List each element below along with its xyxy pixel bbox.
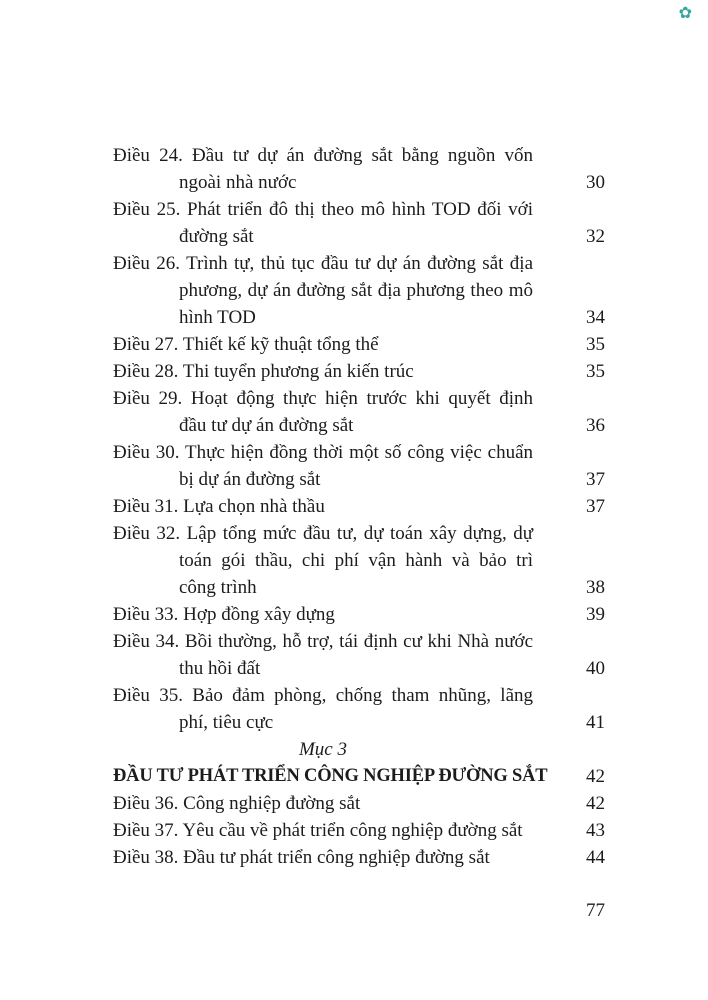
toc-entry bbox=[113, 385, 605, 439]
toc-section-heading: ĐẦU TƯ PHÁT TRIỂN CÔNG NGHIỆP ĐƯỜNG SẮT bbox=[113, 766, 548, 786]
toc-entry bbox=[113, 628, 605, 682]
toc-entry-page-number: 42 bbox=[586, 793, 605, 814]
toc-entry-line: Điều 30. Thực hiện đồng thời một số công việc chuẩn bbox=[113, 442, 533, 463]
toc-entry-text bbox=[113, 331, 533, 358]
toc-entry-text bbox=[113, 385, 533, 439]
toc-entry-line: Điều 37. Yêu cầu về phát triển công nghiệp đường sắt bbox=[113, 820, 523, 841]
toc-entry bbox=[113, 250, 605, 331]
toc-entry bbox=[113, 358, 605, 385]
toc-entry bbox=[113, 601, 605, 628]
toc-entry-text bbox=[113, 142, 533, 196]
toc-entry-page-number: 37 bbox=[586, 496, 605, 517]
toc-entry-line: Điều 31. Lựa chọn nhà thầu bbox=[113, 496, 325, 517]
flower-ornament-icon: ✿ bbox=[678, 5, 692, 22]
toc-entry-line: Điều 36. Công nghiệp đường sắt bbox=[113, 793, 361, 814]
toc-entry-line: Điều 35. Bảo đảm phòng, chống tham nhũng, lãng bbox=[113, 685, 533, 706]
toc-entry-page-number: 30 bbox=[586, 172, 605, 193]
toc-section-label-row bbox=[113, 736, 605, 763]
toc-entry-line: đầu tư dự án đường sắt bbox=[179, 415, 354, 436]
toc-entry-text bbox=[113, 682, 533, 736]
toc-entry-line: bị dự án đường sắt bbox=[179, 469, 321, 490]
toc-entry-line: ngoài nhà nước bbox=[179, 172, 297, 193]
toc-entry-page-number: 35 bbox=[586, 361, 605, 382]
toc-entry-page-number: 35 bbox=[586, 334, 605, 355]
section-label: Mục 3 bbox=[298, 739, 347, 760]
toc-section-heading-row bbox=[113, 763, 605, 790]
toc-entry bbox=[113, 439, 605, 493]
toc-entry-page-number: 40 bbox=[586, 658, 605, 679]
toc-entry-page-number: 39 bbox=[586, 604, 605, 625]
toc-entry-line: Điều 27. Thiết kế kỹ thuật tổng thể bbox=[113, 334, 379, 355]
toc-entry-text bbox=[113, 628, 533, 682]
toc-entry-page-number: 32 bbox=[586, 226, 605, 247]
toc-entry-line: thu hồi đất bbox=[179, 658, 261, 679]
toc-entry bbox=[113, 844, 605, 871]
toc-entry-text bbox=[113, 601, 533, 628]
toc-entry-text bbox=[113, 790, 533, 817]
toc-entry-line: Điều 32. Lập tổng mức đầu tư, dự toán xây dựng, dự bbox=[113, 523, 533, 544]
toc-entry bbox=[113, 682, 605, 736]
toc-section-heading-text bbox=[113, 763, 548, 790]
toc-entry-page-number: 34 bbox=[586, 307, 605, 328]
toc-entry-line: Điều 26. Trình tự, thủ tục đầu tư dự án đường sắt địa bbox=[113, 253, 533, 274]
toc-entry-line: đường sắt bbox=[179, 226, 254, 247]
toc-entry-line: hình TOD bbox=[179, 307, 256, 328]
toc-entry-text bbox=[113, 817, 533, 844]
toc-entry-line: Điều 25. Phát triển đô thị theo mô hình TOD đối với bbox=[113, 199, 533, 220]
toc-entry-line: phương, dự án đường sắt địa phương theo mô bbox=[179, 280, 533, 301]
toc-entry-text bbox=[113, 493, 533, 520]
toc-entry-page-number: 38 bbox=[586, 577, 605, 598]
toc-entry-line: Điều 38. Đầu tư phát triển công nghiệp đường sắt bbox=[113, 847, 490, 868]
toc-entry-page-number: 44 bbox=[586, 847, 605, 868]
toc-entry bbox=[113, 520, 605, 601]
toc-entry-page-number: 42 bbox=[586, 766, 605, 787]
toc-entry-page-number: 43 bbox=[586, 820, 605, 841]
toc-entry-text bbox=[113, 520, 533, 601]
toc-entry-text bbox=[113, 439, 533, 493]
toc-entry-page-number: 36 bbox=[586, 415, 605, 436]
toc-entry bbox=[113, 142, 605, 196]
toc-entry-line: Điều 28. Thi tuyển phương án kiến trúc bbox=[113, 361, 414, 382]
toc-entry bbox=[113, 493, 605, 520]
toc-entry bbox=[113, 790, 605, 817]
toc-entry-line: Điều 33. Hợp đồng xây dựng bbox=[113, 604, 335, 625]
table-of-contents bbox=[113, 142, 605, 871]
toc-entry-line: Điều 29. Hoạt động thực hiện trước khi quyết định bbox=[113, 388, 533, 409]
toc-entry-page-number: 41 bbox=[586, 712, 605, 733]
toc-entry-line: Điều 34. Bồi thường, hỗ trợ, tái định cư khi Nhà nước bbox=[113, 631, 533, 652]
toc-entry bbox=[113, 331, 605, 358]
toc-entry-line: công trình bbox=[179, 577, 257, 598]
toc-entry-line: Điều 24. Đầu tư dự án đường sắt bằng nguồn vốn bbox=[113, 145, 533, 166]
toc-entry-line: phí, tiêu cực bbox=[179, 712, 274, 733]
toc-entry bbox=[113, 817, 605, 844]
page-number: 77 bbox=[586, 900, 605, 921]
toc-entry-text bbox=[113, 250, 533, 331]
toc-entry-text bbox=[113, 844, 533, 871]
toc-entry-line: toán gói thầu, chi phí vận hành và bảo trì bbox=[179, 550, 533, 571]
toc-entry-text bbox=[113, 196, 533, 250]
toc-entry-text bbox=[113, 358, 533, 385]
toc-entry-page-number: 37 bbox=[586, 469, 605, 490]
toc-entry bbox=[113, 196, 605, 250]
